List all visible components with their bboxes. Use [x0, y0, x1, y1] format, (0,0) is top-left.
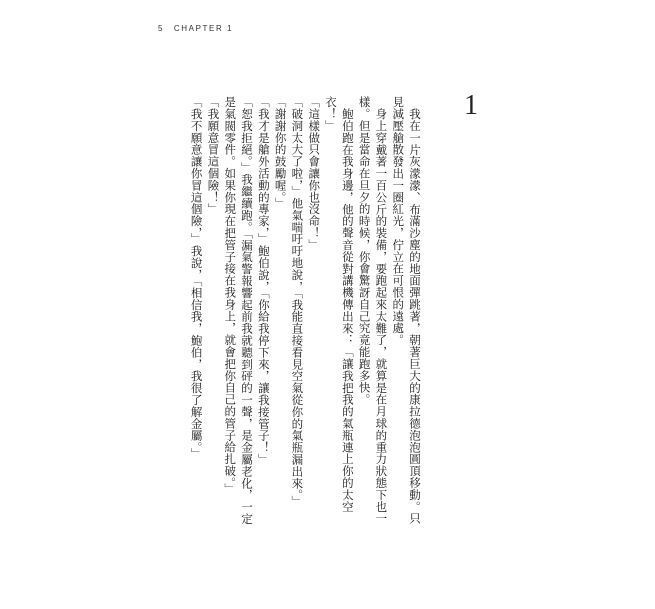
- paragraph: 鮑伯跑在我身邊，他的聲音從對講機傳出來：「讓我把我的氣瓶連上你的太空衣！」: [324, 96, 355, 513]
- paragraph: 「謝謝你的鼓勵喔。」: [273, 96, 288, 210]
- chapter-number: 1: [464, 90, 478, 121]
- paragraph: 「恕我拒絕。」我繼續跑。「漏氣警報響起前我就聽到砰的一聲，是金屬老化，一定是氣閥零件。如果你現在把管子接在我身上，就會把你自己的管子給扎破。」: [223, 96, 255, 525]
- paragraph: 我在一片灰濛濛、布滿沙塵的地面彈跳著，朝著巨大的康拉德泡泡圓頂移動。只見減壓艙散發出一圈紅光，佇立在可恨的遠處。: [391, 96, 422, 524]
- paragraph: 「我願意冒這個險！」: [206, 96, 221, 215]
- running-head: [158, 24, 233, 33]
- paragraph: 身上穿戴著一百公斤的裝備，要跑起來太難了，就算是在月球的重力狀態下也一樣。但是當命在旦夕的時候，你會驚訝自己究竟能跑多快。: [357, 96, 389, 524]
- paragraph: 「這樣做只會讓你也沒命！」: [307, 96, 322, 251]
- paragraph: 「我才是艙外活動的專家，」鮑伯說，「你給我停下來，讓我接管子！」: [256, 96, 271, 466]
- paragraph: 「我不願意讓你冒這個險，」我說，「相信我，鮑伯，我很了解金屬。」: [189, 96, 204, 460]
- chapter-label: CHAPTER 1: [173, 24, 234, 33]
- page-number: 5: [158, 24, 165, 33]
- paragraph: 「破洞太大了啦，」他氣喘吁吁地說，「我能直接看見空氣從你的氣瓶漏出來。」: [290, 96, 305, 508]
- body-text: [188, 96, 423, 526]
